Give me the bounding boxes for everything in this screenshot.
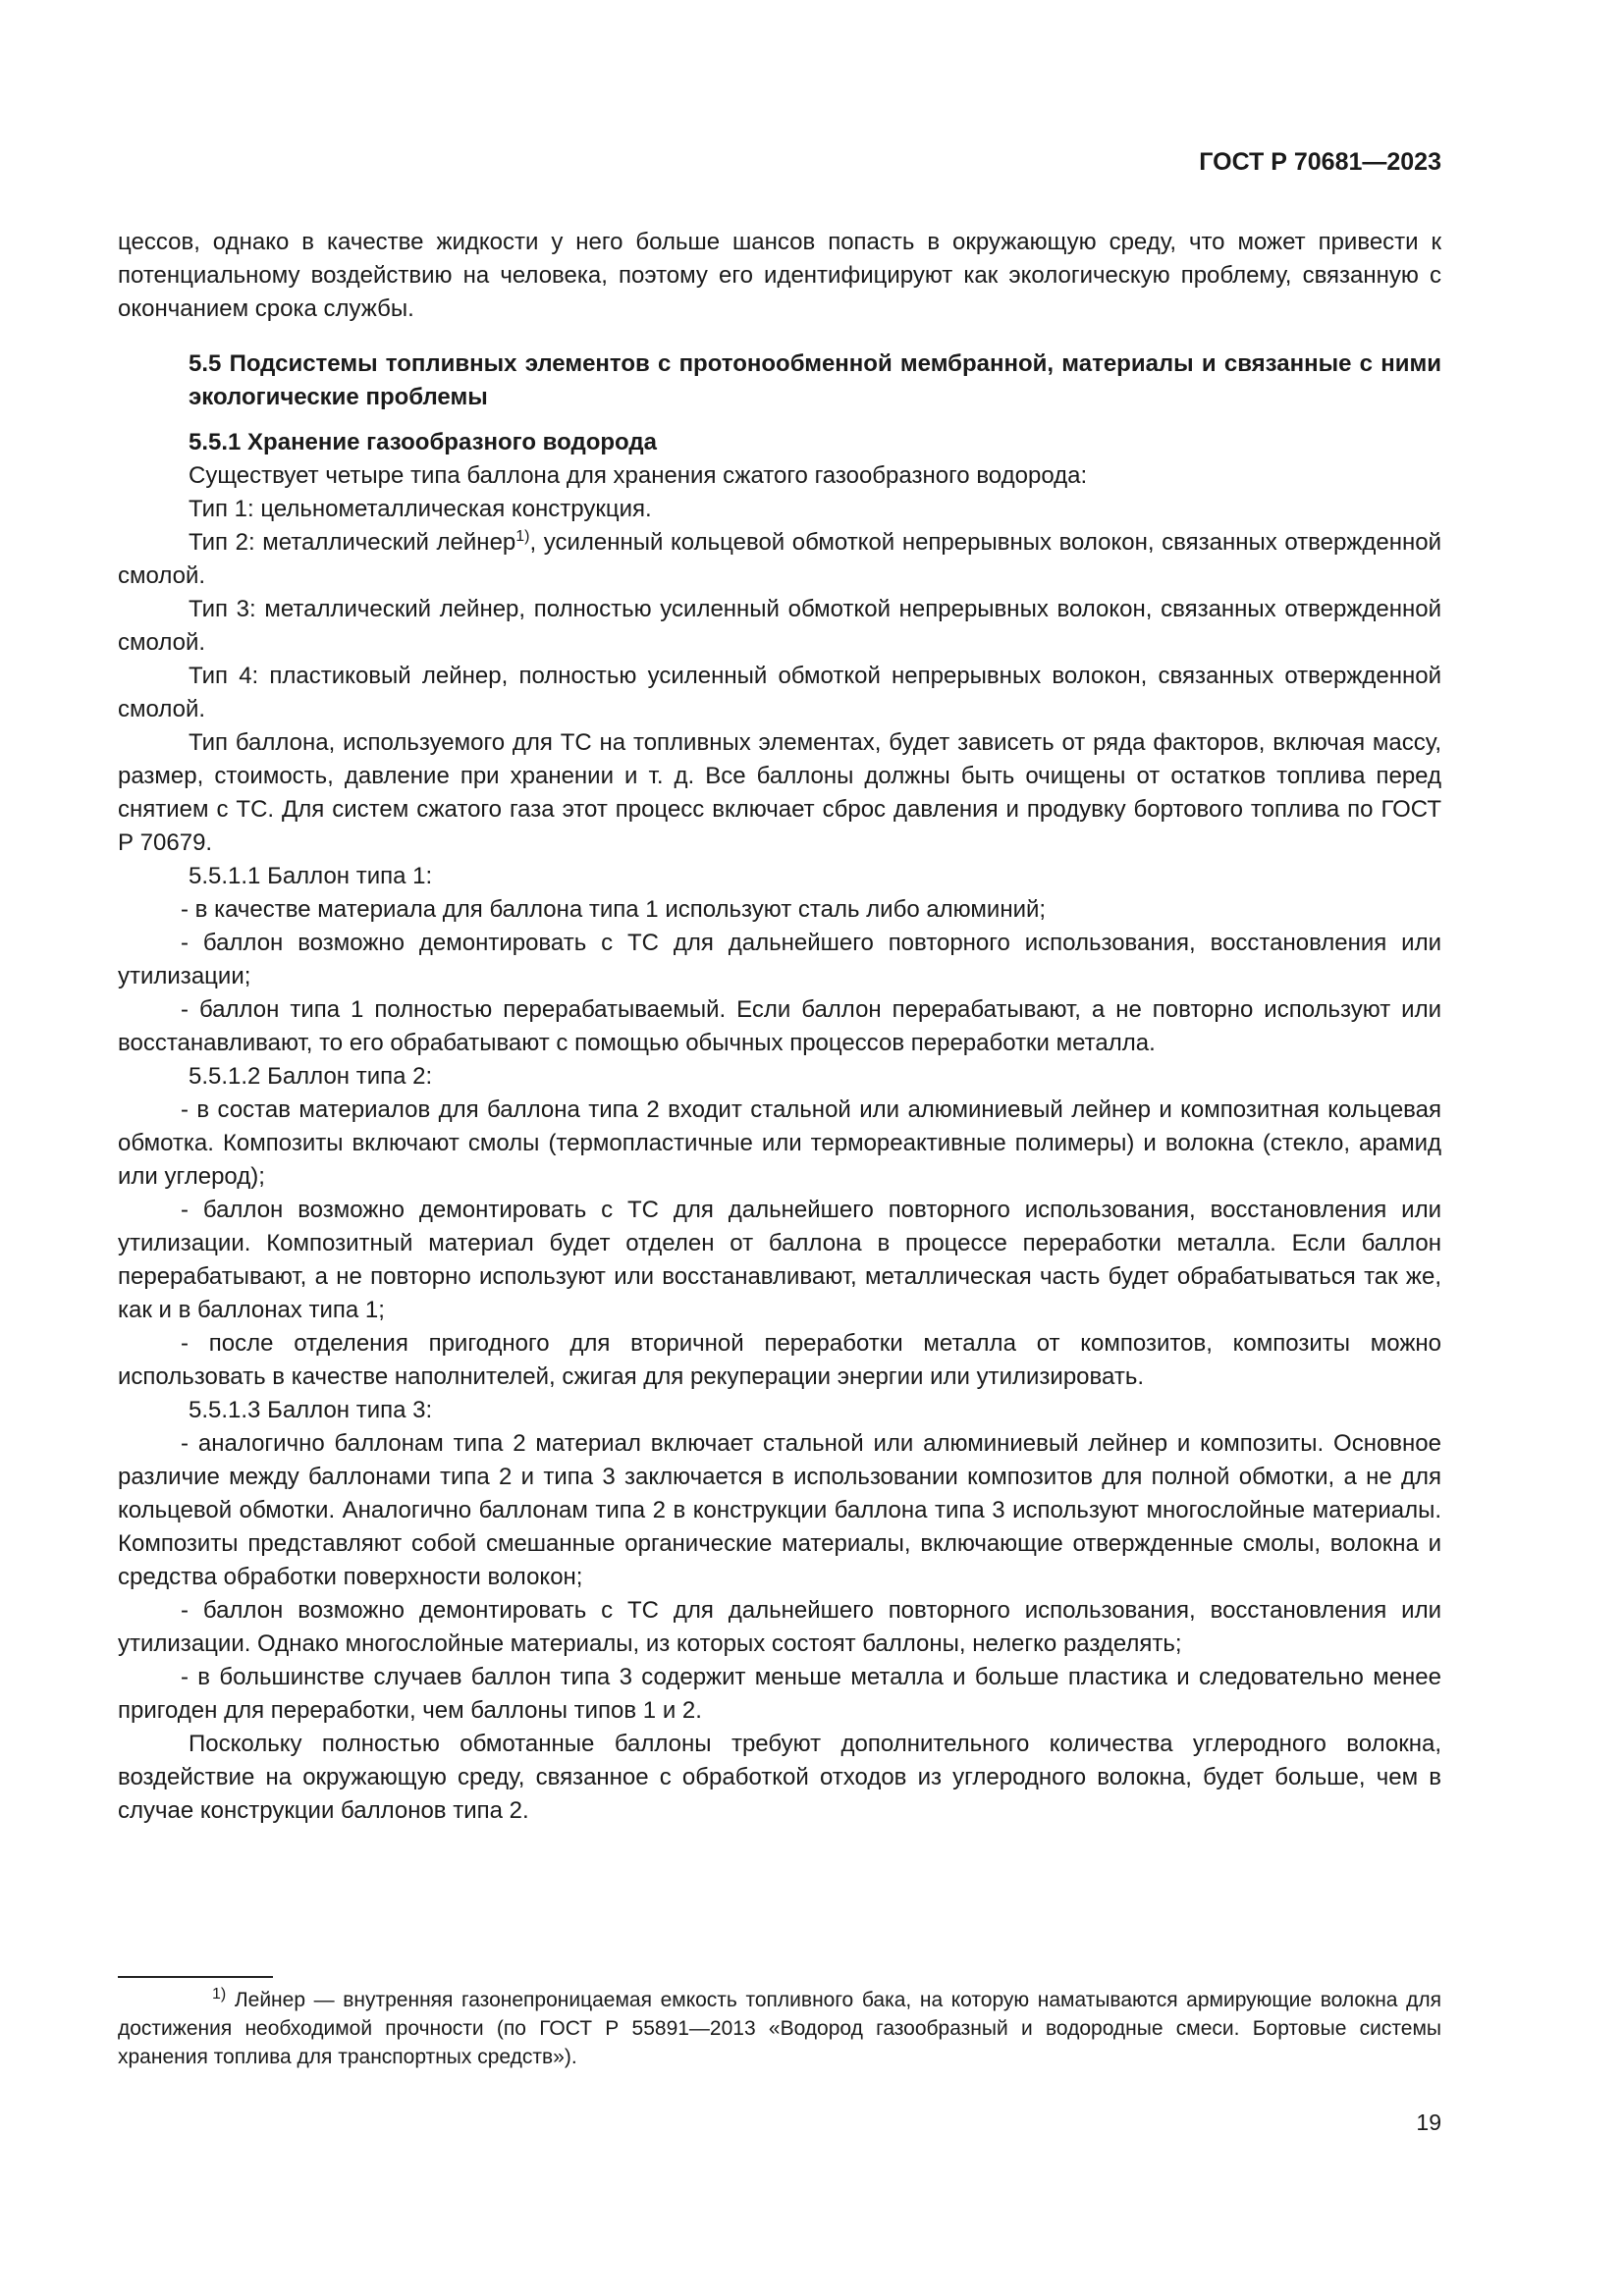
document-id-header: ГОСТ Р 70681—2023	[1199, 148, 1441, 176]
section-heading-5-5: 5.5 Подсистемы топливных элементов с протонообменной мембранной, материалы и связанные с ними экологические проблемы	[189, 350, 1441, 410]
footnote	[118, 1986, 1441, 2071]
list-item: - после отделения пригодного для вторичной переработки металла от композитов, композиты можно использовать в качестве наполнителей, сжигая для рекуперации энергии или утилизировать.	[118, 1330, 1441, 1390]
list-item: - баллон возможно демонтировать с ТС для дальнейшего повторного использования, восстановления или утилизации. Однако многослойные материалы, из которых состоят баллоны, нелегко разделять;	[118, 1597, 1441, 1657]
list-item: - аналогично баллонам типа 2 материал включает стальной или алюминиевый лейнер и композиты. Основное различие между баллонами типа 2 и типа 3 заключается в использовании композитов для полной обмотки, а не для кольцевой обмотки. Аналогично баллонам типа 2 в конструкции баллона типа 3 используют многослойные материалы. Композиты представляют собой смешанные органические материалы, включающие отвержденные смолы, волокна и средства обработки поверхности волокон;	[118, 1430, 1441, 1590]
paragraph-four-types: Существует четыре типа баллона для хранения сжатого газообразного водорода:	[189, 462, 1088, 489]
list-item: - баллон типа 1 полностью перерабатываемый. Если баллон перерабатывают, а не повторно используют или восстанавливают, то его обрабатывают с помощью обычных процессов переработки металла.	[118, 996, 1441, 1056]
paragraph-type-2	[118, 526, 1441, 593]
type-2-text-start: Тип 2: металлический лейнер	[189, 529, 516, 556]
footnote-separator	[118, 1976, 273, 1978]
paragraph-cylinder-choice: Тип баллона, используемого для ТС на топливных элементах, будет зависеть от ряда факторов, включая массу, размер, стоимость, давление при хранении и т. д. Все баллоны должны быть очищены от остатков топлива перед снятием с ТС. Для систем сжатого газа этот процесс включает сброс давления и продувку бортового топлива по ГОСТ Р 70679.	[118, 729, 1441, 856]
footnote-reference: 1)	[515, 528, 530, 545]
type-2-text-end: , усиленный кольцевой обмоткой непрерывных волокон, связанных отвержденной смолой.	[118, 529, 1441, 589]
body-text	[118, 226, 1441, 1828]
footnote-text: Лейнер — внутренняя газонепроницаемая емкость топливного бака, на которую наматываются армирующие волокна для достижения необходимой прочности (по ГОСТ Р 55891—2013 «Водород газообразный и водородные смеси. Бортовые системы хранения топлива для транспортных средств»).	[118, 1989, 1441, 2068]
clause-heading-5-5-1-1: 5.5.1.1 Баллон типа 1:	[189, 863, 433, 889]
list-item: - баллон возможно демонтировать с ТС для дальнейшего повторного использования, восстановления или утилизации. Композитный материал будет отделен от баллона в процессе переработки металла. Если баллон перерабатывают, а не повторно используют или восстанавливают, металлическая часть будет обрабатываться так же, как и в баллонах типа 1;	[118, 1197, 1441, 1323]
clause-heading-5-5-1-3: 5.5.1.3 Баллон типа 3:	[189, 1397, 433, 1423]
paragraph-type-4: Тип 4: пластиковый лейнер, полностью усиленный обмоткой непрерывных волокон, связанных отвержденной смолой.	[118, 663, 1441, 722]
subsection-heading-5-5-1: 5.5.1 Хранение газообразного водорода	[189, 429, 657, 455]
list-item: - баллон возможно демонтировать с ТС для дальнейшего повторного использования, восстановления или утилизации;	[118, 930, 1441, 989]
paragraph-final: Поскольку полностью обмотанные баллоны требуют дополнительного количества углеродного волокна, воздействие на окружающую среду, связанное с обработкой отходов из углеродного волокна, будет больше, чем в случае конструкции баллонов типа 2.	[118, 1731, 1441, 1824]
list-item: - в качестве материала для баллона типа 1 используют сталь либо алюминий;	[181, 896, 1047, 923]
clause-heading-5-5-1-2: 5.5.1.2 Баллон типа 2:	[189, 1063, 433, 1090]
footnote-marker: 1)	[212, 1986, 227, 2002]
paragraph-intro: цессов, однако в качестве жидкости у него больше шансов попасть в окружающую среду, что может привести к потенциальному воздействию на человека, поэтому его идентифицируют как экологическую проблему, связанную с окончанием срока службы.	[118, 229, 1441, 322]
page-number: 19	[1416, 2109, 1441, 2135]
list-item: - в состав материалов для баллона типа 2 входит стальной или алюминиевый лейнер и композитная кольцевая обмотка. Композиты включают смолы (термопластичные или термореактивные полимеры) и волокна (стекло, арамид или углерод);	[118, 1096, 1441, 1190]
paragraph-type-3: Тип 3: металлический лейнер, полностью усиленный обмоткой непрерывных волокон, связанных отвержденной смолой.	[118, 596, 1441, 656]
paragraph-type-1: Тип 1: цельнометаллическая конструкция.	[189, 496, 652, 522]
list-item: - в большинстве случаев баллон типа 3 содержит меньше металла и больше пластика и следовательно менее пригоден для переработки, чем баллоны типов 1 и 2.	[118, 1664, 1441, 1724]
footnote-text-block	[118, 1986, 1441, 2071]
